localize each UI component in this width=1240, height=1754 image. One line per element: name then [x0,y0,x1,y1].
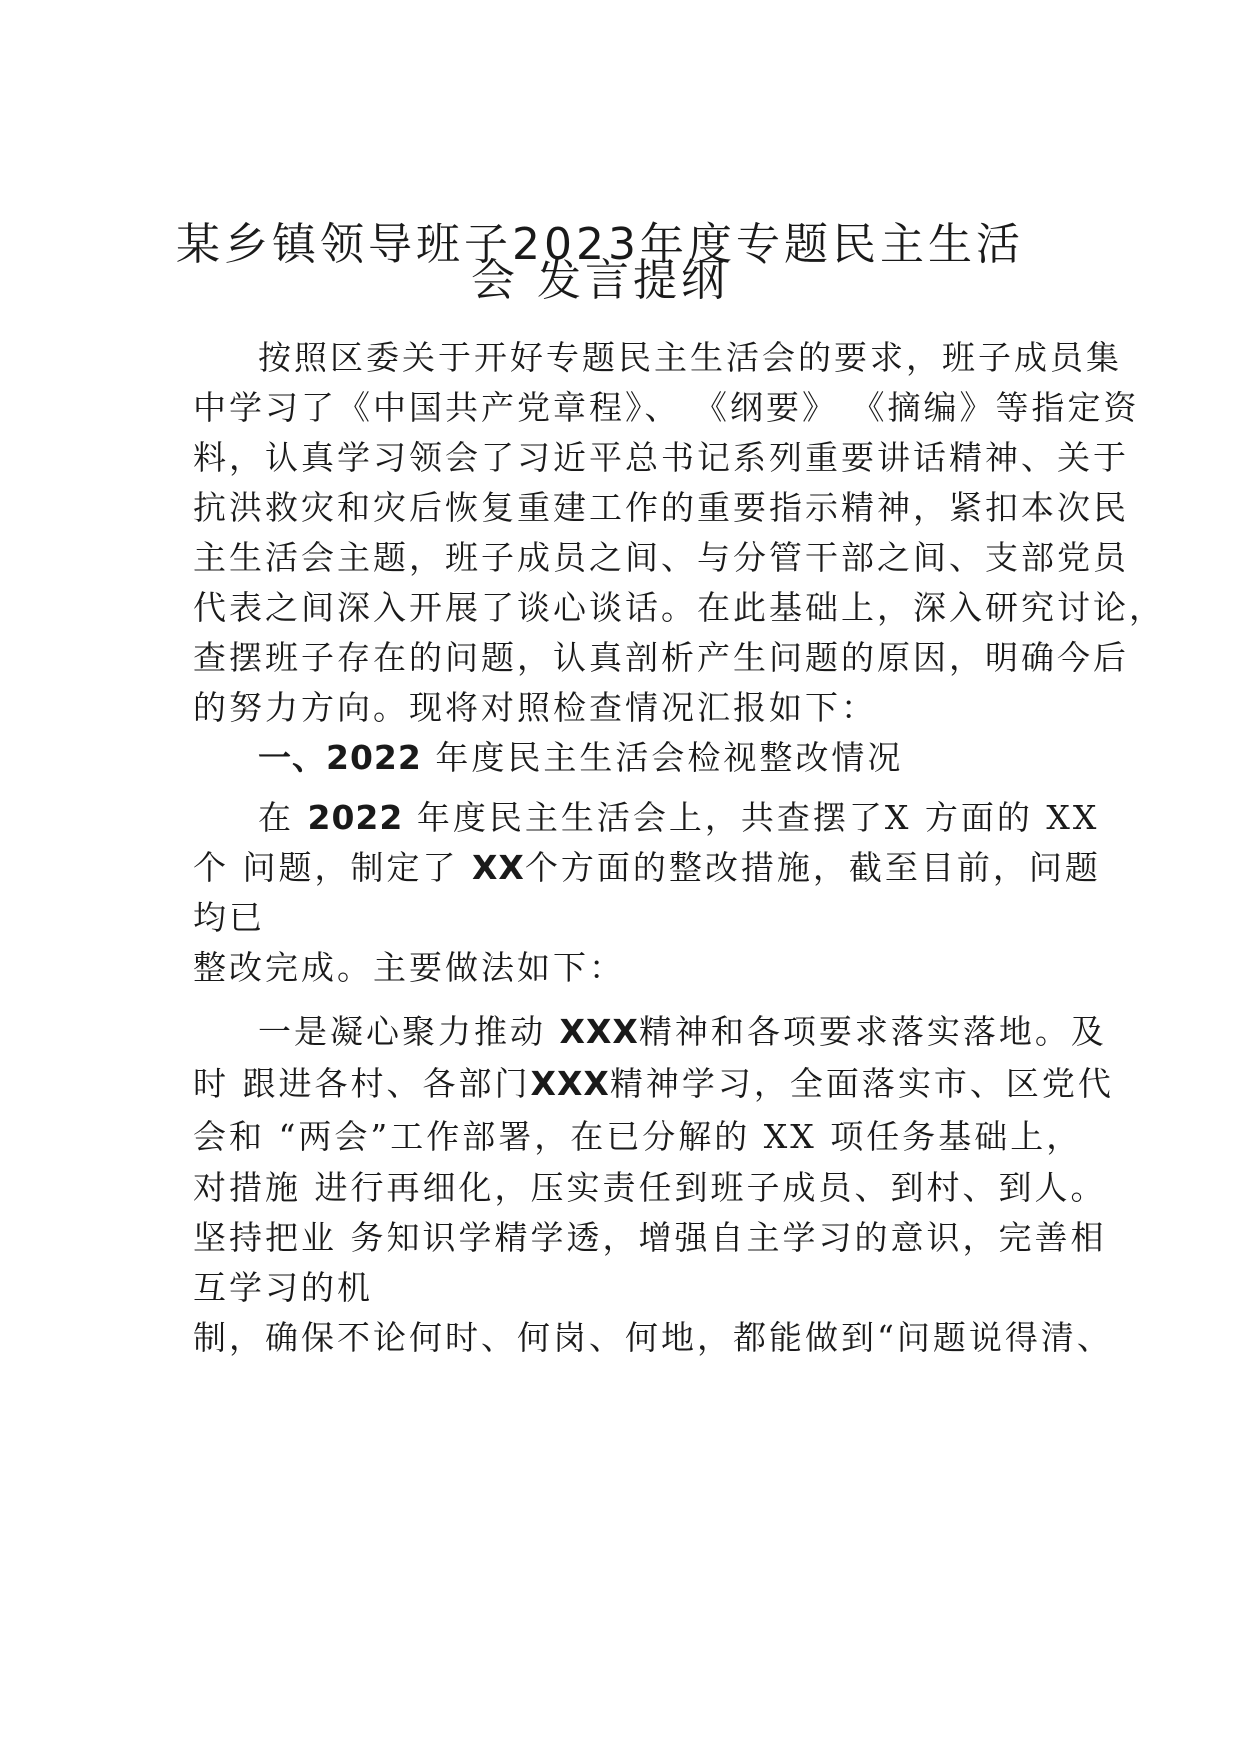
paragraph-1-line-2: 中学习了《中国共产党章程》、 《纲要》 《摘编》等指定资 [193,388,1140,427]
paragraph-3-line-4: 对措施 进行再细化，压实责任到班子成员、到村、到人。 [193,1168,1107,1207]
section-heading-text: 年度民主生活会检视整改情况 [421,738,904,777]
paragraph-1-line-5: 主生活会主题，班子成员之间、与分管干部之间、支部党员 [193,538,1129,577]
paragraph-1-line-8: 的努力方向。现将对照检查情况汇报如下： [193,688,877,727]
paragraph-3-line-1 [258,1012,1107,1052]
section-heading-1 [258,738,903,779]
paragraph-3-line-2 [193,1064,1114,1104]
text-span: 个方面的整改措施，截至目前，问题 [524,848,1101,887]
section-heading-number: 一、2022 [258,738,422,777]
placeholder-span: XXX [559,1012,639,1051]
year-span: 2022 [307,798,404,837]
document-title-line-2: 会 发言提纲 [471,255,729,306]
text-span: 在 [258,798,308,837]
placeholder-span: XX [471,848,525,887]
paragraph-3-line-3: 会和 “两会”工作部署，在已分解的 XX 项任务基础上， [193,1117,1083,1156]
text-span: 精神学习，全面落实市、区党代 [609,1064,1114,1103]
document-title-line-1: 某乡镇领导班子2023年度专题民主生活 [176,219,1024,270]
paragraph-1-line-4: 抗洪救灾和灾后恢复重建工作的重要指示精神，紧扣本次民 [193,488,1129,527]
paragraph-1-line-7: 查摆班子存在的问题，认真剖析产生问题的原因，明确今后 [193,638,1129,677]
paragraph-3-line-6: 互学习的机 [193,1268,373,1307]
placeholder-span: XXX [530,1064,610,1103]
text-span: 精神和各项要求落实落地。及 [638,1012,1107,1051]
paragraph-1-line-1: 按照区委关于开好专题民主生活会的要求，班子成员集 [258,338,1122,377]
paragraph-2-line-1 [258,798,1100,838]
paragraph-3-line-5: 坚持把业 务知识学精学透，增强自主学习的意识，完善相 [193,1218,1107,1257]
text-span: 年度民主生活会上，共查摆了X 方面的 XX [403,798,1100,837]
text-span: 一是凝心聚力推动 [258,1012,560,1051]
paragraph-1-line-6: 代表之间深入开展了谈心谈话。在此基础上，深入研究讨论， [193,588,1165,627]
paragraph-1-line-3: 料，认真学习领会了习近平总书记系列重要讲话精神、关于 [193,438,1129,477]
text-span: 个 问题，制定了 [193,848,472,887]
text-span: 时 跟进各村、各部门 [193,1064,531,1103]
paragraph-2-line-2 [193,848,1101,888]
paragraph-2-line-3: 均已 [193,898,265,937]
paragraph-3-line-7: 制，确保不论何时、何岗、何地，都能做到“问题说得清、 [193,1318,1113,1357]
paragraph-2-line-4: 整改完成。主要做法如下： [193,948,625,987]
